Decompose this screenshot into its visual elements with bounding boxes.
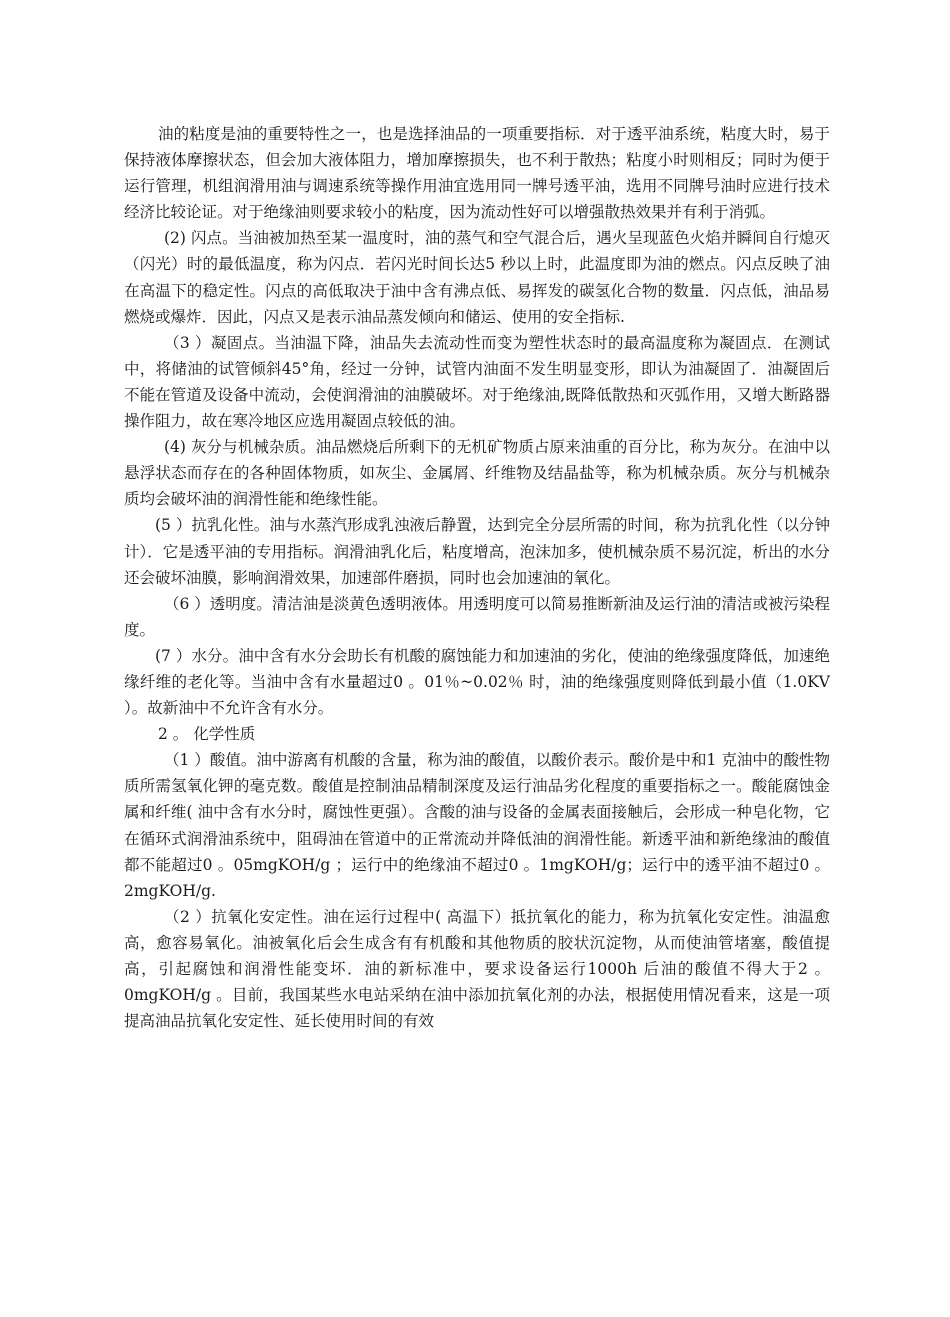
paragraph-moisture: (7 ）水分。油中含有水分会助长有机酸的腐蚀能力和加速油的劣化，使油的绝缘强度降低，加速绝缘纤维的老化等。当油中含有水量超过0 。01％~0.02％ 时，油的绝缘强度则降低到最小值（1.0KV ）。故新油中不允许含有水分。 xyxy=(124,646,830,718)
paragraph-flash-point: (2) 闪点。当油被加热至某一温度时，油的蒸气和空气混合后，遇火呈现蓝色火焰并瞬间自行熄灭（闪光）时的最低温度，称为闪点．若闪光时间长达5 秒以上时，此温度即为油的燃点。闪点反映了油在高温下的稳定性。闪点的高低取决于油中含有沸点低、易挥发的碳氢化合物的数量．闪点低，油品易燃烧或爆炸．因此，闪点又是表示油品蒸发倾向和储运、使用的安全指标. xyxy=(124,229,830,326)
paragraph-acid-value: （1 ）酸值。油中游离有机酸的含量，称为油的酸值，以酸价表示。酸价是中和1 克油中的酸性物质所需氢氧化钾的毫克数。酸值是控制油品精制深度及运行油品劣化程度的重要指标之一。酸能腐蚀金属和纤维( 油中含有水分时，腐蚀性更强）。含酸的油与设备的金属表面接触后，会形成一种皂化物，它在循环式润滑油系统中，阻碍油在管道中的正常流动并降低油的润滑性能。新透平油和新绝缘油的酸值都不能超过0 。05mgKOH/g ；运行中的绝缘油不超过0 。1mgKOH/g；运行中的透平油不超过0 。2mgKOH/g. xyxy=(124,751,830,900)
paragraph-ash-impurities: (4) 灰分与机械杂质。油品燃烧后所剩下的无机矿物质占原来油重的百分比，称为灰分。在油中以悬浮状态而存在的各种固体物质，如灰尘、金属屑、纤维物及结晶盐等，称为机械杂质。灰分与机械杂质均会破坏油的润滑性能和绝缘性能。 xyxy=(124,438,830,509)
paragraph-freezing-point: （3 ）凝固点。当油温下降，油品失去流动性而变为塑性状态时的最高温度称为凝固点．在测试中，将储油的试管倾斜45°角，经过一分钟，试管内油面不发生明显变形，即认为油凝固了．油凝固后不能在管道及设备中流动，会使润滑油的油膜破坏。对于绝缘油,既降低散热和灭弧作用，又增大断路器操作阻力，故在寒冷地区应选用凝固点较低的油。 xyxy=(124,333,830,431)
paragraph-transparency: （6 ）透明度。清洁油是淡黄色透明液体。用透明度可以简易推断新油及运行油的清洁或被污染程度。 xyxy=(124,594,830,639)
section-heading-chemical-properties: 2 。 化学性质 xyxy=(158,725,256,744)
paragraph-demulsibility: (5 ）抗乳化性。油与水蒸汽形成乳浊液后静置，达到完全分层所需的时间，称为抗乳化性（以分钟计）．它是透平油的专用指标。润滑油乳化后，粘度增高，泡沫加多，使机械杂质不易沉淀，析出的水分还会破坏油膜，影响润滑效果，加速部件磨损，同时也会加速油的氧化。 xyxy=(124,516,830,587)
paragraph-oxidation-stability: （2 ）抗氧化安定性。油在运行过程中( 高温下）抵抗氧化的能力，称为抗氧化安定性。油温愈高，愈容易氧化。油被氧化后会生成含有有机酸和其他物质的胶状沉淀物，从而使油管堵塞，酸值提高，引起腐蚀和润滑性能变坏．油的新标准中，要求设备运行1000h 后油的酸值不得大于2 。0mgKOH/g 。目前，我国某些水电站采纳在油中添加抗氧化剂的办法，根据使用情况看来，这是一项提高油品抗氧化安定性、延长使用时间的有效 xyxy=(124,907,830,1031)
document-page xyxy=(124,121,830,1034)
paragraph-viscosity: 油的粘度是油的重要特性之一，也是选择油品的一项重要指标．对于透平油系统，粘度大时，易于保持液体摩擦状态，但会加大液体阻力，增加摩擦损失，也不利于散热；粘度小时则相反；同时为便于运行管理，机组润滑用油与调速系统等操作用油宜选用同一牌号透平油，选用不同牌号油时应进行技术经济比较论证。对于绝缘油则要求较小的粘度，因为流动性好可以增强散热效果并有利于消弧。 xyxy=(124,125,830,222)
